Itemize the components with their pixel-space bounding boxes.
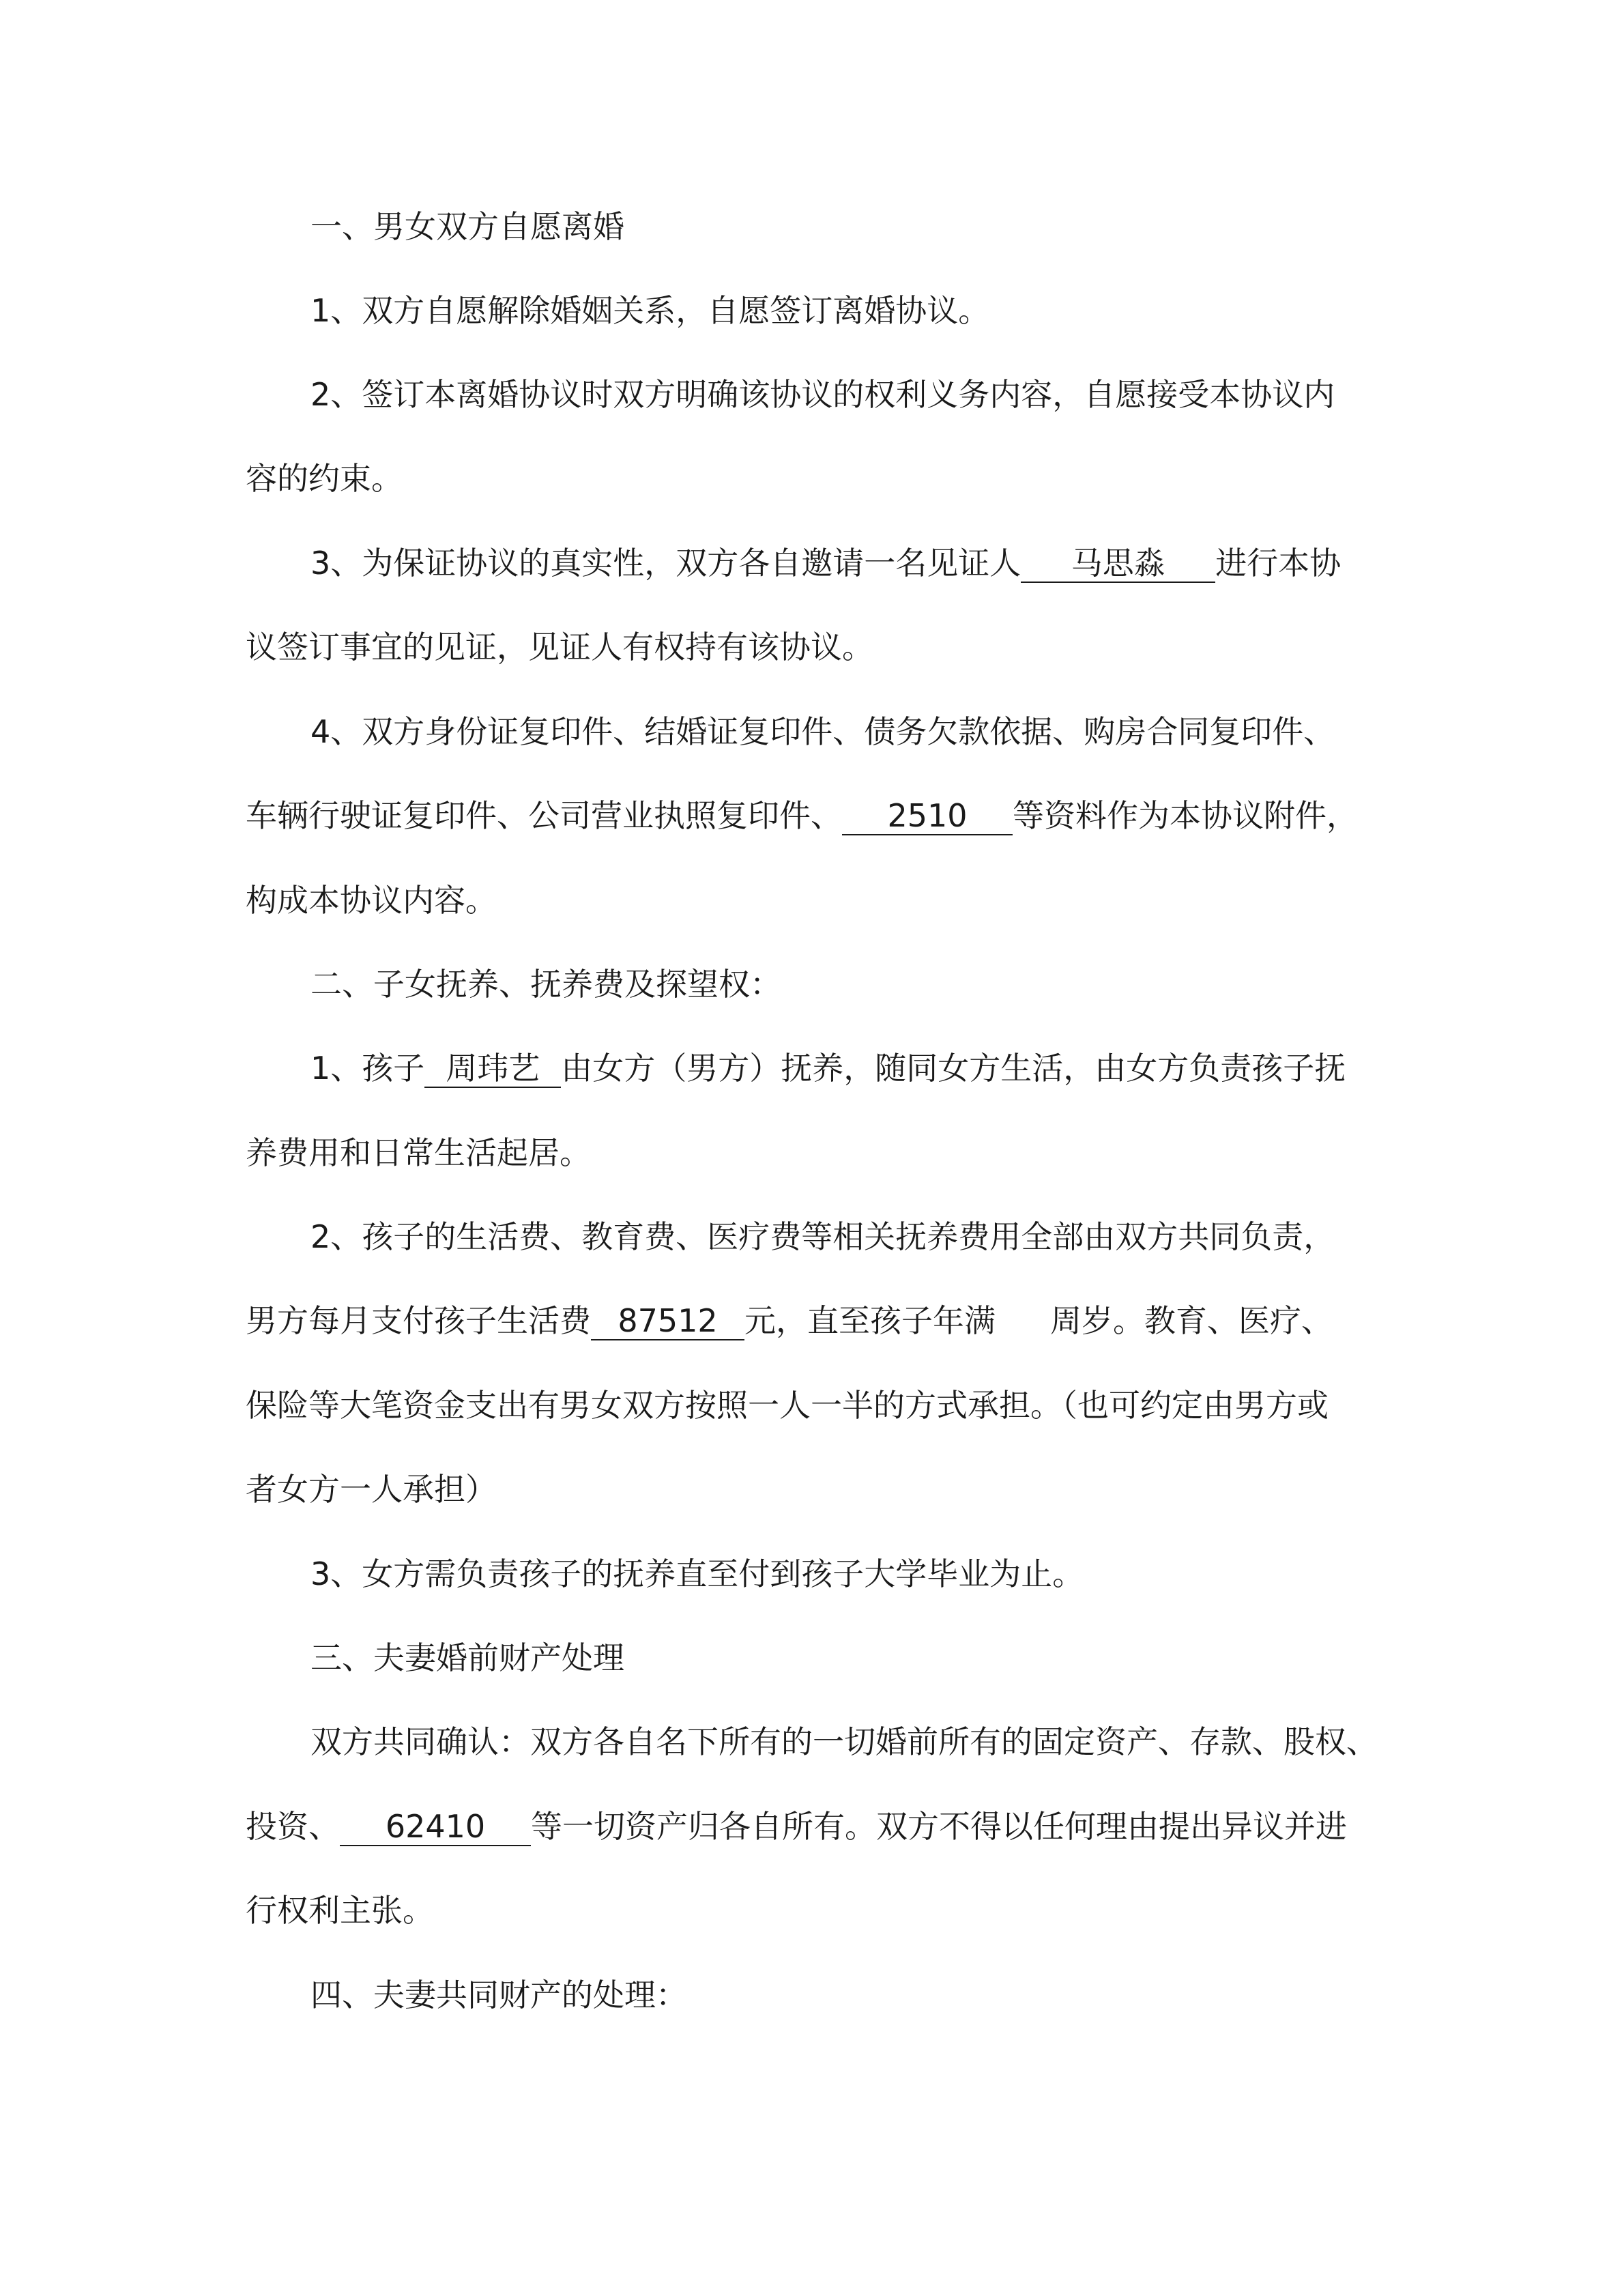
paragraph-1-2: 2、签订本离婚协议时双方明确该协议的权利义务内容，自愿接受本协议内 <box>310 376 1335 413</box>
paragraph-2-1-cont: 养费用和日常生活起居。 <box>246 1134 591 1171</box>
paragraph-1-4-cont2: 构成本协议内容。 <box>246 882 497 919</box>
paragraph-1-4: 4、双方身份证复印件、结婚证复印件、债务欠款依据、购房合同复印件、 <box>310 713 1335 750</box>
paragraph-2-3: 3、女方需负责孩子的抚养直至付到孩子大学毕业为止。 <box>310 1555 1084 1592</box>
section-1-title: 一、男女双方自愿离婚 <box>310 208 624 245</box>
paragraph-1-3-cont: 议签订事宜的见证，见证人有权持有该协议。 <box>246 629 873 665</box>
paragraph-2-2-cont: 男方每月支付孩子生活费 87512 元，直至孩子年满 周岁。教育、医疗、 <box>246 1302 1333 1339</box>
section-4-title: 四、夫妻共同财产的处理： <box>310 1977 687 2013</box>
child-name-field: 周玮艺 <box>424 1050 561 1088</box>
section-3-title: 三、夫妻婚前财产处理 <box>310 1639 624 1676</box>
attachment-fill-field: 2510 <box>842 797 1013 835</box>
paragraph-1-3: 3、为保证协议的真实性，双方各自邀请一名见证人 马思淼 进行本协 <box>310 545 1342 582</box>
paragraph-1-4-cont: 车辆行驶证复印件、公司营业执照复印件、 2510 等资料作为本协议附件， <box>246 797 1358 834</box>
monthly-amount-field: 87512 <box>591 1302 744 1340</box>
investment-fill-field: 62410 <box>340 1808 531 1846</box>
paragraph-2-2-cont2: 保险等大笔资金支出有男女双方按照一人一半的方式承担。（也可约定由男方或 <box>246 1387 1329 1424</box>
section-2-title: 二、子女抚养、抚养费及探望权： <box>310 966 781 1003</box>
paragraph-1-2-cont: 容的约束。 <box>246 460 403 497</box>
paragraph-2-2-cont3: 者女方一人承担） <box>246 1471 497 1508</box>
paragraph-1-1: 1、双方自愿解除婚姻关系，自愿签订离婚协议。 <box>310 292 990 329</box>
paragraph-3-1-cont: 投资、 62410 等一切资产归各自所有。双方不得以任何理由提出异议并进 <box>246 1808 1347 1845</box>
paragraph-3-1-cont2: 行权利主张。 <box>246 1892 434 1929</box>
paragraph-3-1: 双方共同确认：双方各自名下所有的一切婚前所有的固定资产、存款、股权、 <box>310 1723 1378 1760</box>
witness-name-field: 马思淼 <box>1021 545 1215 583</box>
paragraph-2-2: 2、孩子的生活费、教育费、医疗费等相关抚养费用全部由双方共同负责， <box>310 1218 1335 1255</box>
paragraph-2-1: 1、孩子 周玮艺 由女方（男方）抚养，随同女方生活，由女方负责孩子抚 <box>310 1050 1346 1087</box>
